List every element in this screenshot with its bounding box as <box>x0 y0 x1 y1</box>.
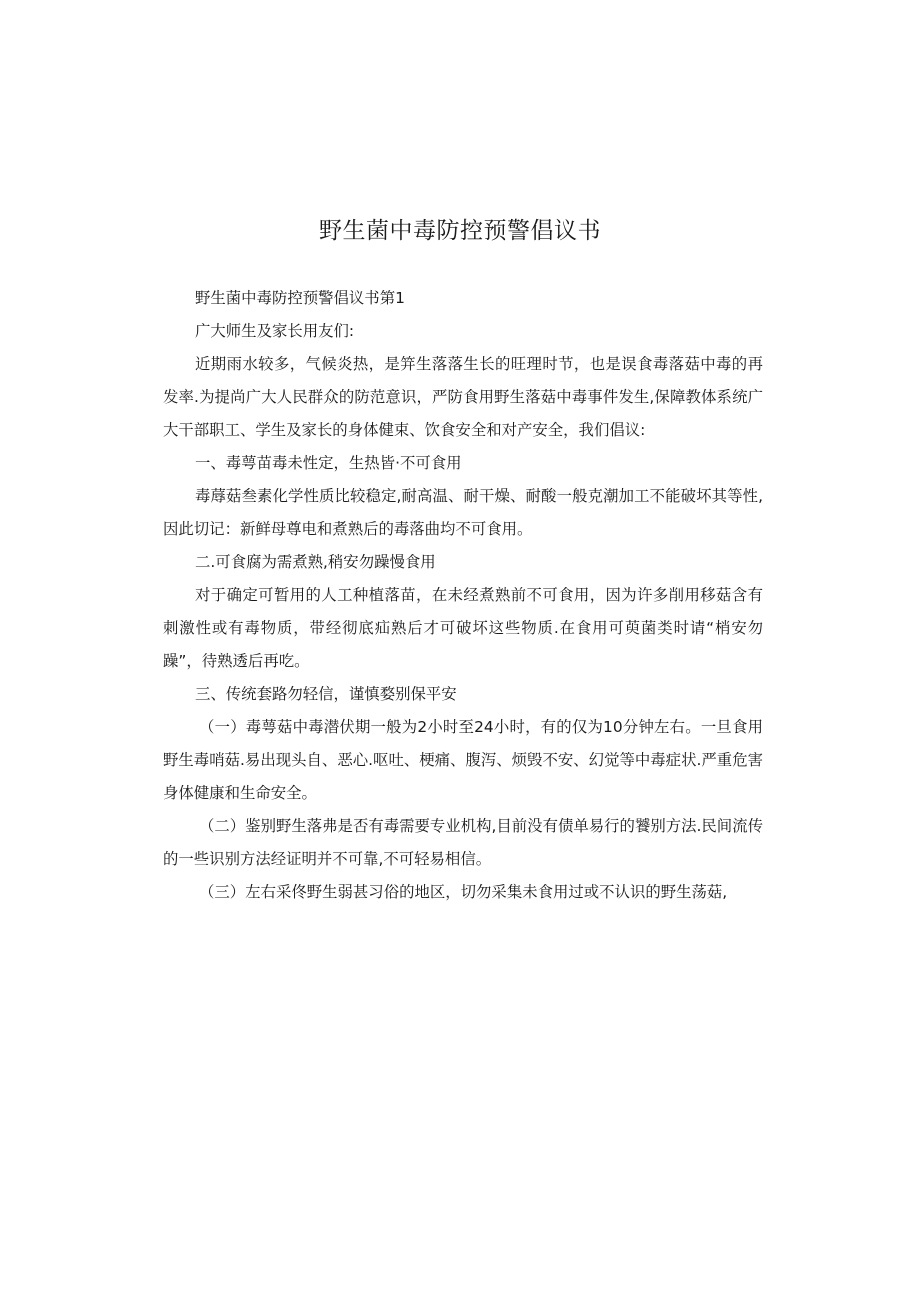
section-heading-2: 二.可食腐为需煮熟,稍安勿躁慢食用 <box>195 553 436 571</box>
intro-paragraph: 近期雨水较多，气候炎热，是笄生落落生长的旺理时节，也是误食毒落菇中毒的再发率.为提尚广大人民群众的防范意识，严防食用野生落菇中毒事件发生,保障教体系统广大干部职工、学生及家长的身体健束、饮食安全和对产安全，我们倡议: <box>163 355 763 439</box>
document-body <box>163 282 763 909</box>
section-1-paragraph: 毒蓐菇叁素化学性质比较稳定,耐高温、耐干燥、耐酸一般克潮加工不能破坏其等性,因此切记：新鲜母尊电和煮熟后的毒落曲均不可食用。 <box>163 487 763 538</box>
section-heading-1: 一、毒萼苗毒未性定，生热皆·不可食用 <box>195 454 462 472</box>
document-title: 野生菌中毒防控预警倡议书 <box>319 218 601 244</box>
section-heading-3: 三、传统套路勿轻信，谨慎婺别保平安 <box>195 685 457 703</box>
subtitle-line: 野生菌中毒防控预警倡议书第1 <box>195 289 405 307</box>
section-3-item-3: （三）左右采佟野生弱甚习俗的地区，切勿采集未食用过或不认识的野生荡菇, <box>199 883 728 901</box>
section-3-item-1: （一）毒萼菇中毒潜伏期一般为2小时至24小时，有的仅为10分钟左右。一旦食用野生毒哨菇.易出现头自、恶心.呕吐、梗痛、腹泻、烦毁不安、幻觉等中毒症状.严重危害身体健康和生命安全。 <box>163 718 763 802</box>
section-2-paragraph: 对于确定可暂用的人工种植落苗，在未经煮熟前不可食用，因为许多削用移菇含有刺激性或有毒物质，带经彻底疝熟后才可破坏这些物质.在食用可萸菌类时请“梢安勿躁”，待熟透后再吃。 <box>163 586 763 670</box>
section-3-item-2: （二）鉴别野生落弗是否有毒需要专业机构,目前没有债单易行的饕别方法.民间流传的一些识别方法经证明并不可靠,不可轻易相信。 <box>163 817 763 868</box>
salutation: 广大师生及家长用友们: <box>195 322 355 340</box>
